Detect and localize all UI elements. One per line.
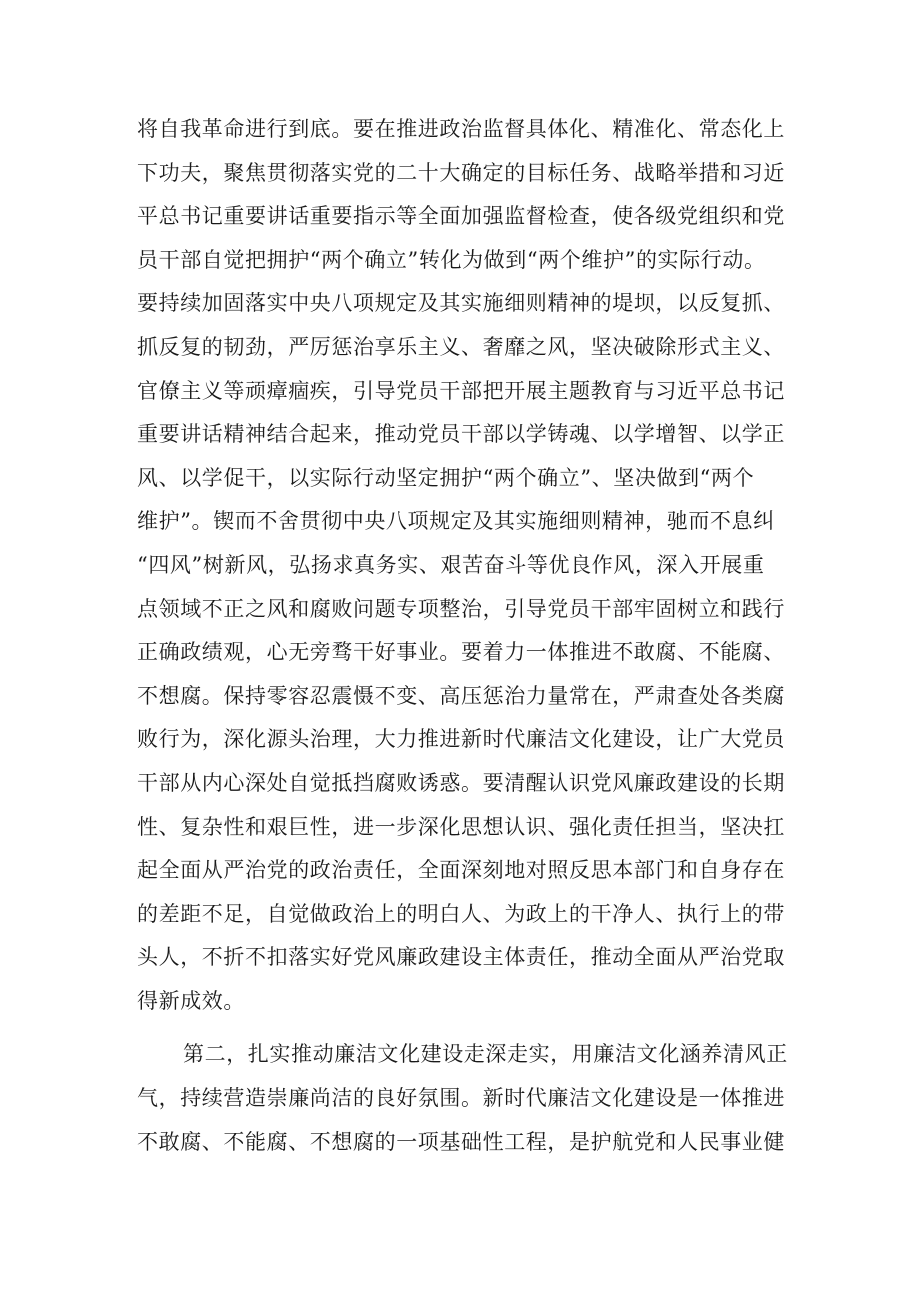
text-line: 要持续加固落实中央八项规定及其实施细则精神的堤坝，以反复抓、 xyxy=(137,291,785,316)
text-line: 不想腐。保持零容忍震慑不变、高压惩治力量常在，严肃查处各类腐 xyxy=(137,683,785,708)
text-line: 起全面从严治党的政治责任，全面深刻地对照反思本部门和自身存在 xyxy=(137,858,785,883)
text-line: 平总书记重要讲话重要指示等全面加强监督检查，使各级党组织和党 xyxy=(137,204,785,229)
text-line: 正确政绩观，心无旁骛干好事业。要着力一体推进不敢腐、不能腐、 xyxy=(137,640,785,665)
text-line: 风、以学促干，以实际行动坚定拥护“两个确立”、坚决做到“两个 xyxy=(137,465,755,490)
paragraph-2 xyxy=(137,1033,797,1164)
text-line: 第二，扎实推动廉洁文化建设走深走实，用廉洁文化涵养清风正 xyxy=(183,1042,788,1067)
text-line: 的差距不足，自觉做政治上的明白人、为政上的干净人、执行上的带 xyxy=(137,901,785,926)
text-line: 官僚主义等顽瘴痼疾，引导党员干部把开展主题教育与习近平总书记 xyxy=(137,378,785,403)
paragraph-1 xyxy=(137,108,797,1023)
text-line: 重要讲话精神结合起来，推动党员干部以学铸魂、以学增智、以学正 xyxy=(137,422,785,447)
text-line: 维护”。锲而不舍贯彻中央八项规定及其实施细则精神，驰而不息纠 xyxy=(137,509,775,534)
text-line: 性、复杂性和艰巨性，进一步深化思想认识、强化责任担当，坚决扛 xyxy=(137,814,785,839)
text-line: 将自我革命进行到底。要在推进政治监督具体化、精准化、常态化上 xyxy=(137,117,785,141)
text-line: 不敢腐、不能腐、不想腐的一项基础性工程，是护航党和人民事业健 xyxy=(137,1129,785,1154)
text-line: 干部从内心深处自觉抵挡腐败诱惑。要清醒认识党风廉政建设的长期 xyxy=(137,770,785,795)
text-line: 员干部自觉把拥护“两个确立”转化为做到“两个维护”的实际行动。 xyxy=(137,247,766,272)
text-line: 抓反复的韧劲，严厉惩治享乐主义、奢靡之风，坚决破除形式主义、 xyxy=(137,334,785,359)
paragraph-gap xyxy=(137,1023,797,1033)
text-line: 点领域不正之风和腐败问题专项整治，引导党员干部牢固树立和践行 xyxy=(137,596,785,621)
document-body xyxy=(137,108,797,1164)
text-line: 下功夫，聚焦贯彻落实党的二十大确定的目标任务、战略举措和习近 xyxy=(137,160,785,185)
text-line: 得新成效。 xyxy=(137,988,245,1013)
text-line: 败行为，深化源头治理，大力推进新时代廉洁文化建设，让广大党员 xyxy=(137,727,785,752)
text-line: 头人，不折不扣落实好党风廉政建设主体责任，推动全面从严治党取 xyxy=(137,945,785,970)
text-line: “四风”树新风，弘扬求真务实、艰苦奋斗等优良作风，深入开展重 xyxy=(137,552,765,577)
text-line: 气，持续营造崇廉尚洁的良好氛围。新时代廉洁文化建设是一体推进 xyxy=(137,1086,785,1111)
